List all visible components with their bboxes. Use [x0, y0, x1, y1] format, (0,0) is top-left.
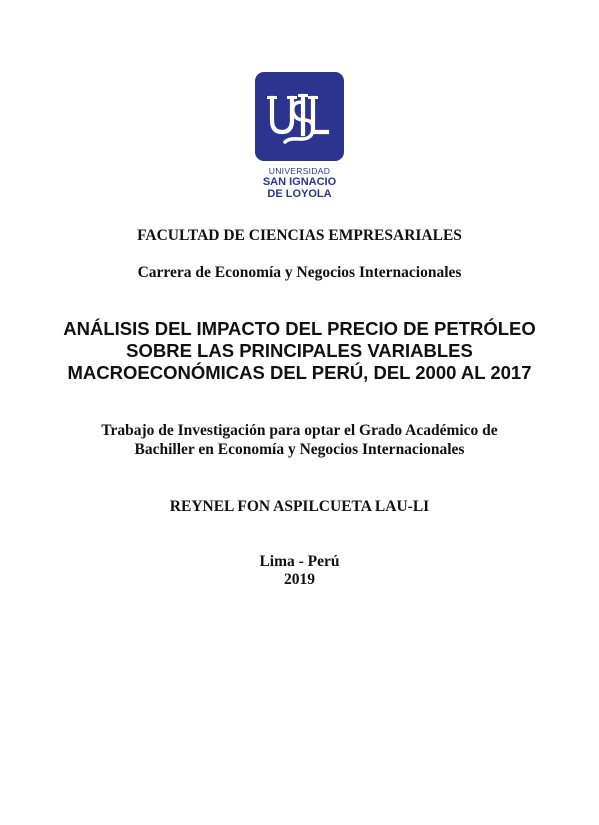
faculty-heading: FACULTAD DE CIENCIAS EMPRESARIALES [137, 227, 462, 244]
university-logo [246, 70, 353, 210]
thesis-title-line-2: SOBRE LAS PRINCIPALES VARIABLES [126, 340, 473, 361]
thesis-title-line-3: MACROECONÓMICAS DEL PERÚ, DEL 2000 AL 2017 [67, 362, 532, 383]
degree-purpose-line-1: Trabajo de Investigación para optar el Grado Académico de [101, 422, 498, 439]
thesis-title-line-1: ANÁLISIS DEL IMPACTO DEL PRECIO DE PETRÓLEO [63, 318, 536, 339]
year-text: 2019 [284, 571, 315, 588]
logo-line-universidad: UNIVERSIDAD [268, 166, 331, 176]
place-text: Lima - Perú [259, 553, 340, 570]
usil-emblem [255, 72, 344, 161]
logo-line-de-loyola: DE LOYOLA [267, 188, 332, 200]
logo-line-san-ignacio: SAN IGNACIO [262, 176, 337, 188]
author-name: REYNEL FON ASPILCUETA LAU-LI [169, 498, 430, 515]
career-heading: Carrera de Economía y Negocios Internacionales [137, 264, 462, 281]
degree-purpose-line-2: Bachiller en Economía y Negocios Internacionales [134, 441, 465, 458]
